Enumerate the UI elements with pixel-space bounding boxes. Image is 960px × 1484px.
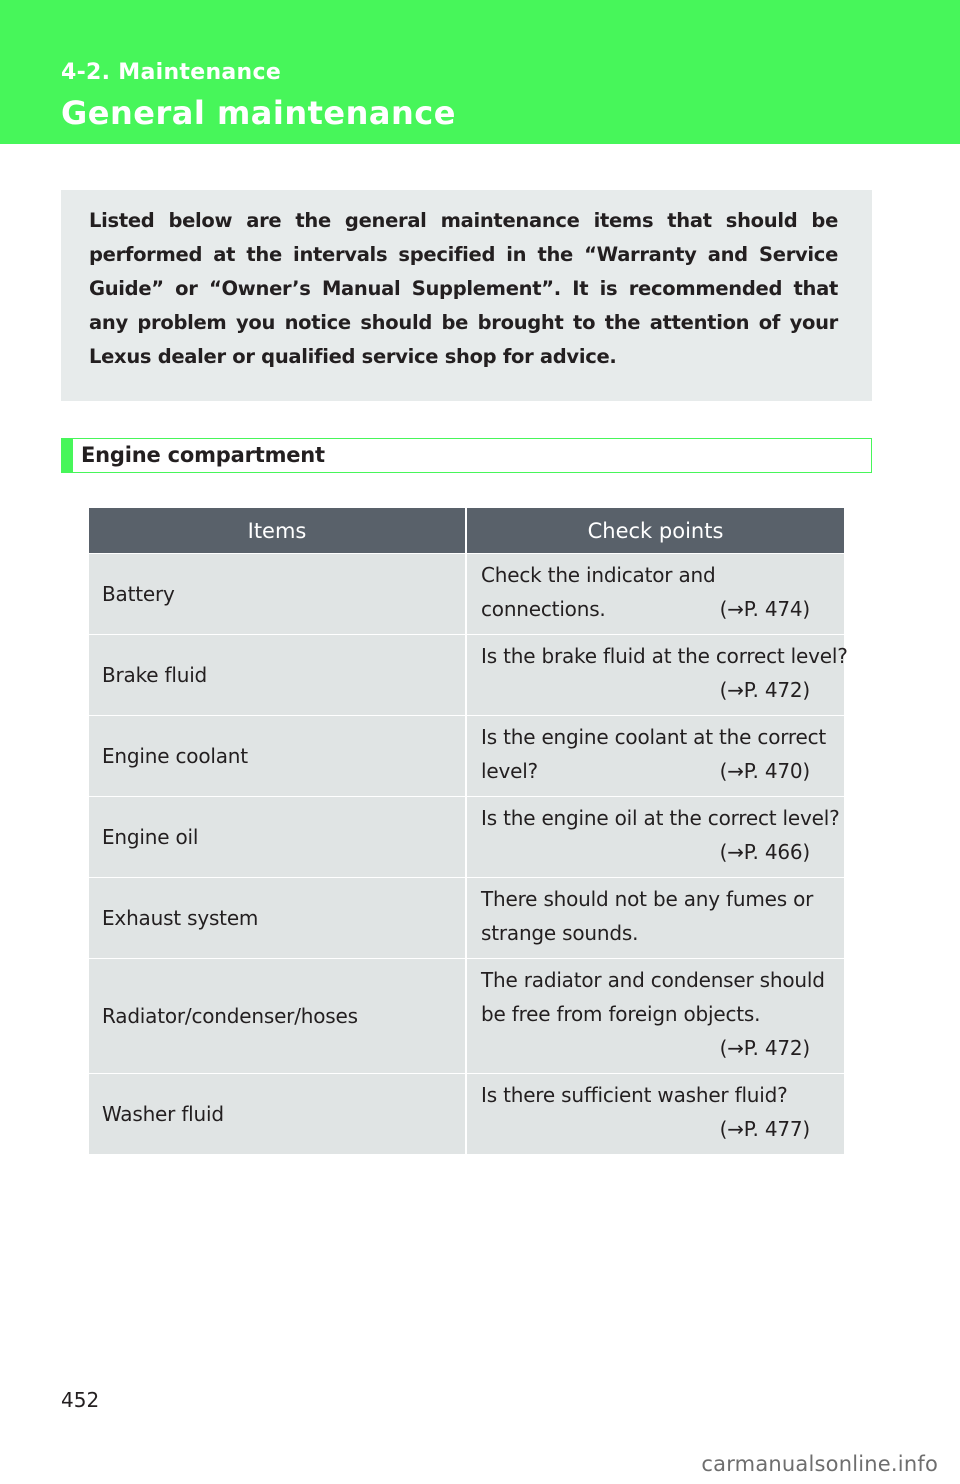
table-row	[89, 878, 844, 959]
page-reference: (→P. 466)	[719, 840, 810, 864]
check-text: connections.	[481, 597, 606, 621]
check-cell	[466, 878, 844, 959]
check-cell	[466, 635, 848, 716]
page-reference: (→P. 474)	[719, 597, 810, 621]
table-row	[89, 797, 844, 878]
check-cell	[466, 716, 844, 797]
check-cell	[466, 959, 844, 1074]
check-text: There should not be any fumes or	[481, 887, 814, 911]
page-reference: (→P. 477)	[719, 1117, 810, 1141]
check-line-with-ref	[481, 592, 838, 626]
check-text: Is the engine oil at the correct level?	[481, 806, 840, 830]
check-text: Is the brake fluid at the correct level?	[481, 644, 848, 668]
item-cell: Engine coolant	[89, 716, 466, 797]
item-cell: Brake fluid	[89, 635, 466, 716]
item-cell: Radiator/condenser/hoses	[89, 959, 466, 1074]
check-cell	[466, 797, 844, 878]
column-header-items: Items	[89, 508, 466, 554]
maintenance-table	[89, 508, 848, 1154]
intro-text: Listed below are the general maintenance items that should be performed at the intervals specified in the “Warranty and Service Guide” or “Owner’s Manual Supplement”. It is recommended that any problem you notice should be brought to the attention of your Lexus dealer or qualified service shop for advice.	[89, 209, 838, 368]
page-number: 452	[61, 1388, 100, 1412]
table-header-row	[89, 508, 844, 554]
check-text: Check the indicator and	[481, 563, 716, 587]
check-text: The radiator and condenser should	[481, 968, 825, 992]
column-header-check-points: Check points	[466, 508, 844, 554]
check-text: strange sounds.	[481, 921, 639, 945]
table-row	[89, 959, 844, 1074]
watermark-text: carmanualsonline.info	[701, 1452, 938, 1476]
check-text: be free from foreign objects.	[481, 1002, 761, 1026]
item-cell: Washer fluid	[89, 1074, 466, 1155]
page-reference: (→P. 472)	[719, 1036, 810, 1060]
intro-box	[61, 190, 872, 401]
section-label: 4-2. Maintenance	[61, 60, 282, 85]
item-cell: Battery	[89, 554, 466, 635]
item-cell: Engine oil	[89, 797, 466, 878]
check-cell	[466, 1074, 844, 1155]
check-text: level?	[481, 759, 538, 783]
table-row	[89, 635, 844, 716]
check-text: Is there sufficient washer fluid?	[481, 1083, 788, 1107]
subheading-engine-compartment: Engine compartment	[61, 438, 872, 473]
check-cell	[466, 554, 844, 635]
table-row	[89, 554, 844, 635]
item-cell: Exhaust system	[89, 878, 466, 959]
check-text: Is the engine coolant at the correct	[481, 725, 827, 749]
page-reference: (→P. 472)	[719, 678, 810, 702]
check-line-with-ref	[481, 754, 838, 788]
page-title: General maintenance	[61, 94, 456, 132]
table-row	[89, 1074, 844, 1155]
table-row	[89, 716, 844, 797]
page-reference: (→P. 470)	[719, 759, 810, 783]
